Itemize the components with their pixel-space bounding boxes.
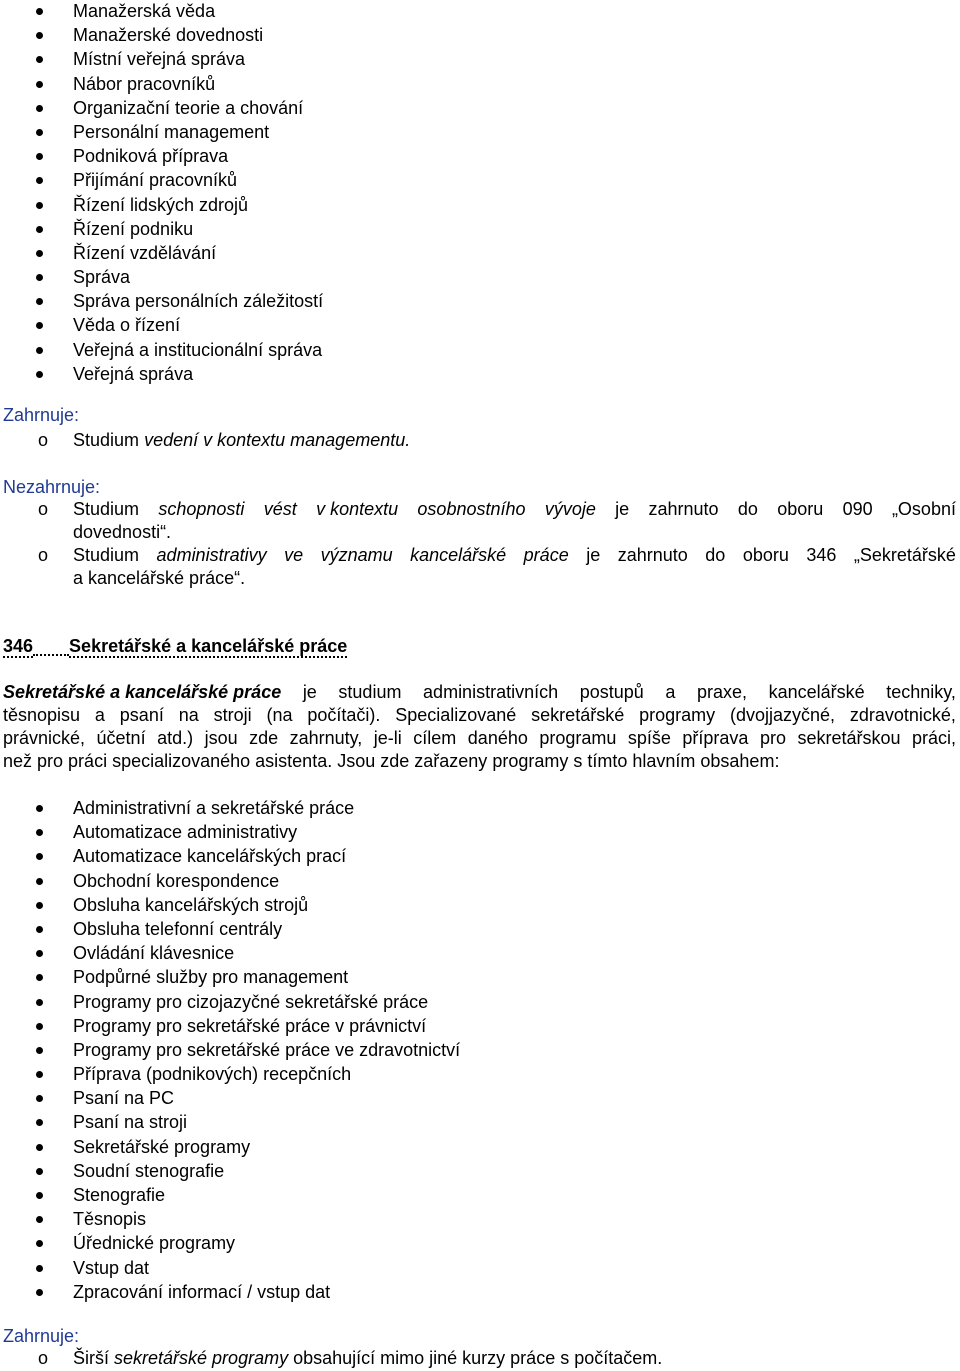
word: (na [266, 705, 293, 725]
list-item-label: Personální management [73, 121, 270, 142]
word: je [302, 682, 317, 702]
bullet-icon [36, 177, 43, 184]
word: hlavním [632, 751, 696, 771]
word: sekretářské [531, 705, 625, 725]
list-item-label: Obsluha kancelářských strojů [73, 894, 309, 915]
includes-item-italic: vedení v kontextu managementu. [144, 430, 411, 450]
word: počítači). [307, 705, 381, 725]
list-item-label: Věda o řízení [73, 315, 181, 336]
word: atd.) [157, 728, 194, 748]
bullet-icon [36, 1119, 43, 1126]
word: studium [338, 682, 402, 702]
paragraph-line [3, 704, 956, 727]
word: spíše [627, 728, 671, 748]
word: administrativních [423, 682, 559, 702]
word: zde [380, 751, 410, 771]
word: právnické, [3, 728, 86, 748]
word: administrativy [156, 545, 267, 565]
list-item-label: Veřejná správa [73, 363, 194, 384]
bullet-icon [36, 1144, 43, 1151]
word: sekretářskou [797, 728, 901, 748]
includes2-prefix: Širší [73, 1348, 109, 1368]
word: osobnostního [417, 499, 526, 519]
word: Studium [73, 499, 140, 519]
list-marker: o [38, 1348, 49, 1368]
section-heading [3, 636, 347, 657]
word: těsnopisu [3, 705, 81, 725]
bullet-icon [36, 1216, 43, 1223]
bullet-icon [36, 1289, 43, 1296]
bullet-icon [36, 999, 43, 1006]
word: 346 [806, 545, 837, 565]
bullet-icon [36, 1240, 43, 1247]
includes-item [73, 430, 956, 451]
section-description [3, 681, 956, 773]
word: programy [639, 705, 716, 725]
word: tímto [587, 751, 628, 771]
bullet-icon [36, 226, 43, 233]
paragraph-line [3, 727, 956, 750]
list-marker: o [38, 499, 49, 519]
bullet-icon [36, 974, 43, 981]
section-title: Sekretářské a kancelářské práce [69, 636, 348, 656]
bullet-icon [36, 322, 43, 329]
list-item-label: Přijímání pracovníků [73, 170, 238, 191]
includes-item-prefix: Studium [73, 430, 140, 450]
paragraph-line [3, 750, 956, 773]
word: v kontextu [316, 499, 399, 519]
list-item-label: Automatizace kancelářských prací [73, 846, 347, 867]
excludes-item-1-line-2: dovednosti“. [73, 522, 172, 542]
word: jsou [204, 728, 238, 748]
list-item-label: Příprava (podnikových) recepčních [73, 1064, 352, 1085]
word: daného [467, 728, 528, 748]
bullet-icon [36, 153, 43, 160]
word: do [737, 499, 758, 519]
list-item-label: Manažerská věda [73, 1, 216, 21]
word: účetní [96, 728, 146, 748]
list-item-label: Těsnopis [73, 1209, 147, 1230]
word: Jsou [337, 751, 376, 771]
list-marker: o [38, 545, 49, 565]
list-item-label: Programy pro sekretářské práce ve zdravotnictví [73, 1039, 461, 1060]
word: pro [37, 751, 64, 771]
bullet-icon [36, 298, 43, 305]
word: zařazeny [414, 751, 488, 771]
word: praxe, [696, 682, 747, 702]
word: „Osobní [891, 499, 956, 519]
list-item-label: Správa [73, 267, 131, 288]
word: (dvojjazyčné, [729, 705, 836, 725]
word: oboru [777, 499, 824, 519]
word: do [705, 545, 726, 565]
word: specializovaného [112, 751, 251, 771]
word: cílem [413, 728, 457, 748]
word: zahrnuto [617, 545, 688, 565]
list-item-label: Nábor pracovníků [73, 73, 216, 94]
list-item-label: Podniková příprava [73, 146, 229, 167]
bullet-icon [36, 1095, 43, 1102]
word: kancelářské [768, 682, 865, 702]
list-item-label: Administrativní a sekretářské práce [73, 798, 355, 818]
list-item-label: Správa personálních záležitostí [73, 291, 324, 312]
includes-label-2: Zahrnuje: [3, 1326, 80, 1346]
bullet-icon [36, 129, 43, 136]
bullet-icon [36, 950, 43, 957]
list-item-label: Organizační teorie a chování [73, 97, 304, 118]
word: je [586, 545, 601, 565]
list-item-label: Místní veřejná správa [73, 49, 246, 70]
bullet-icon [36, 926, 43, 933]
bullet-icon [36, 902, 43, 909]
word: je [615, 499, 630, 519]
bullet-icon [36, 56, 43, 63]
word: postupů [579, 682, 644, 702]
bullet-icon [36, 1265, 43, 1272]
bullet-icon [36, 829, 43, 836]
paragraph-line [3, 681, 956, 704]
bullet-icon [36, 105, 43, 112]
bullet-icon [36, 371, 43, 378]
bullet-icon [36, 347, 43, 354]
bullet-icon [36, 1023, 43, 1030]
word: programu [539, 728, 617, 748]
word: příprava [682, 728, 749, 748]
bullet-icon [36, 32, 43, 39]
word: s [573, 751, 583, 771]
word: programy [492, 751, 569, 771]
word: práci [68, 751, 108, 771]
term: Sekretářské a kancelářské práce [3, 682, 282, 702]
word: zahrnuty, [289, 728, 363, 748]
word: oboru [742, 545, 789, 565]
excludes-item-2-line-1 [73, 545, 956, 566]
word: a [94, 705, 105, 725]
word: „Sekretářské [853, 545, 956, 565]
word: obsahem: [700, 751, 780, 771]
list-item-label: Úřednické programy [73, 1233, 236, 1254]
word: psaní [119, 705, 164, 725]
bullet-icon [36, 878, 43, 885]
includes2-suffix: obsahující mimo jiné kurzy práce s počítačem. [293, 1348, 663, 1368]
bullet-icon [36, 202, 43, 209]
bullet-icon [36, 8, 43, 15]
list-item-label: Veřejná a institucionální správa [73, 339, 323, 360]
word: a [665, 682, 676, 702]
list-item-label: Programy pro cizojazyčné sekretářské práce [73, 991, 429, 1012]
excludes-item-2-line-2: a kancelářské práce“. [73, 568, 246, 588]
includes-label: Zahrnuje: [3, 405, 80, 425]
word: 090 [842, 499, 873, 519]
includes2-italic: sekretářské programy [114, 1348, 289, 1368]
word: pro [759, 728, 786, 748]
word: než [3, 751, 33, 771]
list-item-label: Vstup dat [73, 1257, 150, 1278]
word: ve [284, 545, 304, 565]
bullet-icon [36, 250, 43, 257]
bullet-icon [36, 81, 43, 88]
list-item-label: Stenografie [73, 1185, 166, 1205]
section-number: 346 [3, 636, 34, 656]
includes-item-2 [73, 1348, 956, 1369]
list-item-label: Programy pro sekretářské práce v právnictví [73, 1015, 427, 1036]
word: vývoje [544, 499, 596, 519]
bullet-icon [36, 1047, 43, 1054]
list-item-label: Řízení lidských zdrojů [73, 194, 249, 215]
word: schopnosti [158, 499, 245, 519]
word: významu [320, 545, 393, 565]
word: na [178, 705, 199, 725]
list-marker: o [38, 430, 49, 450]
word: asistenta. [255, 751, 333, 771]
word: vést [263, 499, 297, 519]
word: zde [249, 728, 279, 748]
word: stroji [213, 705, 252, 725]
list-item-label: Obchodní korespondence [73, 870, 280, 891]
word: techniky, [886, 682, 956, 702]
word: práce [523, 545, 569, 565]
word: kancelářské [410, 545, 507, 565]
list-item-label: Obsluha telefonní centrály [73, 918, 283, 939]
excludes-item-1-line-1 [73, 499, 956, 520]
list-item-label: Řízení vzdělávání [73, 242, 217, 263]
bullet-icon [36, 853, 43, 860]
list-item-label: Automatizace administrativy [73, 822, 298, 843]
list-item-label: Podpůrné služby pro management [73, 967, 349, 988]
bullet-icon [36, 1192, 43, 1199]
word: je-li [373, 728, 402, 748]
excludes-label: Nezahrnuje: [3, 477, 101, 497]
list-item-label: Manažerské dovednosti [73, 25, 264, 46]
bullet-icon [36, 274, 43, 281]
word: Studium [73, 545, 140, 565]
list-item-label: Ovládání klávesnice [73, 943, 235, 964]
list-item-label: Soudní stenografie [73, 1160, 225, 1181]
word: Specializované [395, 705, 517, 725]
list-item-label: Psaní na stroji [73, 1112, 188, 1133]
list-item-label: Psaní na PC [73, 1088, 175, 1109]
word: práci, [911, 728, 956, 748]
list-item-label: Řízení podniku [73, 218, 194, 239]
bullet-icon [36, 1071, 43, 1078]
list-item-label: Zpracování informací / vstup dat [73, 1281, 331, 1302]
bullet-icon [36, 1168, 43, 1175]
list-item-label: Sekretářské programy [73, 1136, 251, 1157]
word: zahrnuto [648, 499, 719, 519]
word: zdravotnické, [849, 705, 956, 725]
bullet-icon [36, 805, 43, 812]
